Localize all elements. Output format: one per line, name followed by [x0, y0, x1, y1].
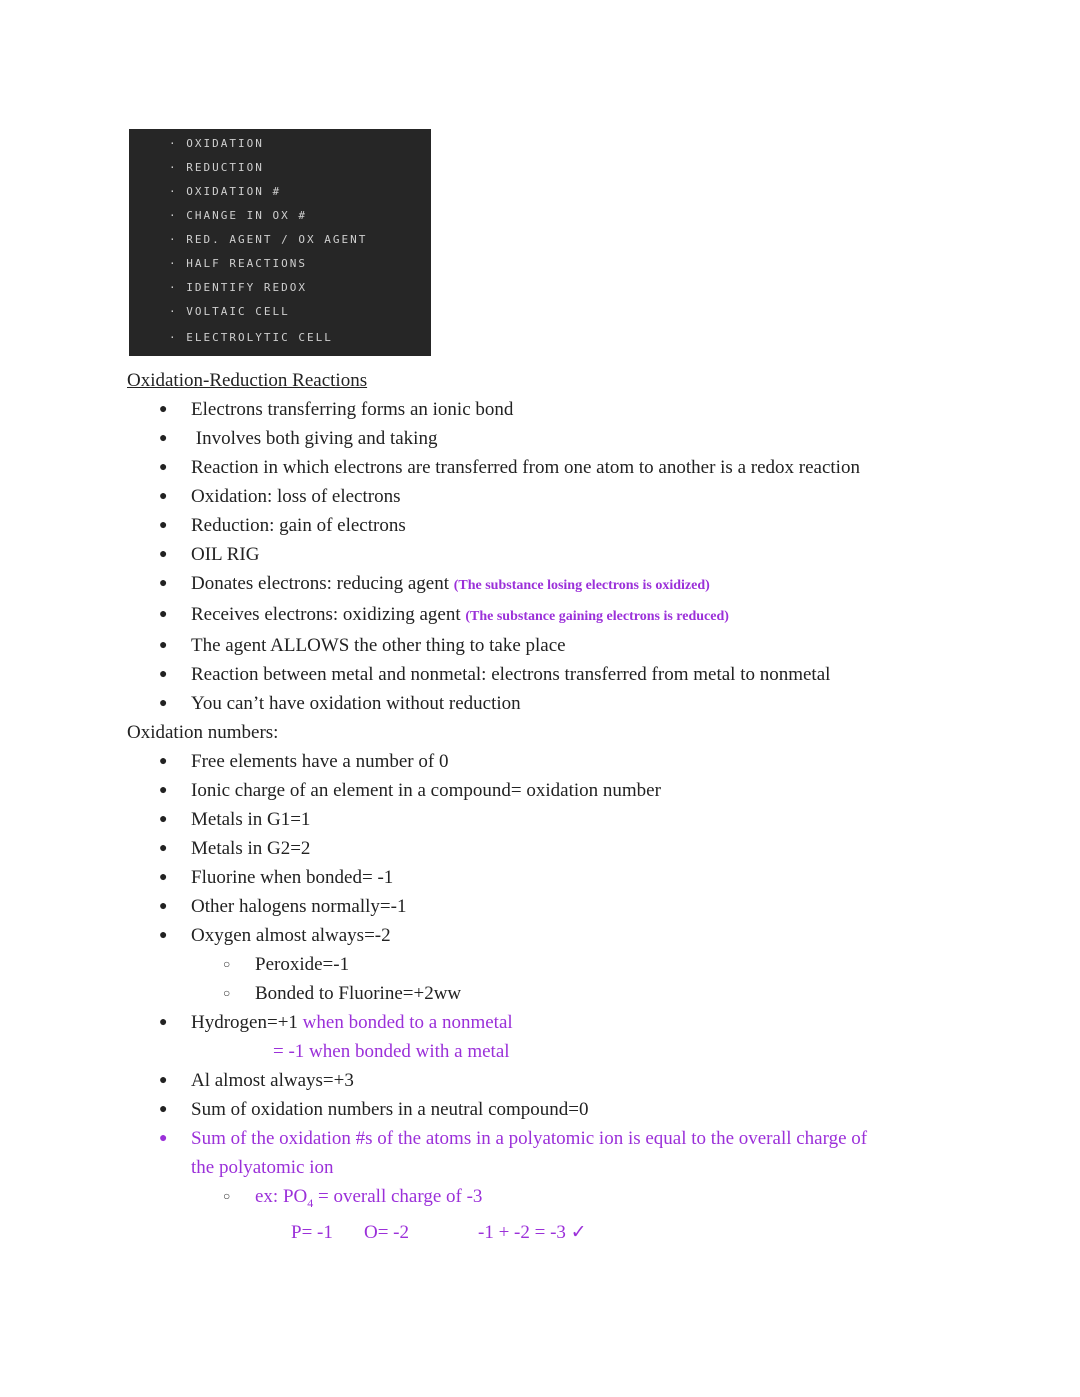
hydrogen-note: when bonded to a nonmetal: [302, 1012, 513, 1033]
calc-p: P= -1: [291, 1221, 333, 1243]
chalkboard-photo: [129, 129, 431, 356]
calc-sum: -1 + -2 = -3 ✓: [478, 1221, 587, 1243]
list-item-polyatomic: ● Sum of the oxidation #s of the atoms in a polyatomic ion is equal to the overall charge of: [127, 1124, 957, 1153]
chalk-line: · IDENTIFY REDOX: [169, 281, 307, 294]
list-item: ● Metals in G1=1: [127, 805, 957, 834]
list-item: ● Metals in G2=2: [127, 834, 957, 863]
list-item: ● Oxygen almost always=-2: [127, 921, 957, 950]
list-item: ● Reaction in which electrons are transferred from one atom to another is a redox reaction: [127, 453, 957, 482]
polyatomic-continuation: the polyatomic ion: [191, 1157, 334, 1178]
list-item: ● Donates electrons: reducing agent (The substance losing electrons is oxidized): [127, 569, 957, 600]
calc-o: O= -2: [364, 1221, 410, 1243]
calculation-row: [127, 1218, 957, 1247]
sub-list-item: ○ Bonded to Fluorine=+2ww: [127, 979, 957, 1008]
subscript: 4: [307, 1195, 314, 1210]
chalk-line: · VOLTAIC CELL: [169, 305, 290, 318]
list-item: ● Sum of oxidation numbers in a neutral compound=0: [127, 1095, 957, 1124]
chalk-line: · OXIDATION: [169, 137, 264, 150]
list-item-hydrogen: ● Hydrogen=+1 when bonded to a nonmetal: [127, 1008, 957, 1037]
list-item: ● OIL RIG: [127, 540, 957, 569]
list-item: ● Fluorine when bonded= -1: [127, 863, 957, 892]
example-item: ○ ex: $PO_4$ = overall charge of -3: [127, 1182, 957, 1218]
list-item: ● Oxidation: loss of electrons: [127, 482, 957, 511]
chalk-line: · HALF REACTIONS: [169, 257, 307, 270]
list-item: ● Al almost always=+3: [127, 1066, 957, 1095]
notes-document: [127, 366, 957, 1247]
sub-list-item: ○ Peroxide=-1: [127, 950, 957, 979]
note: (The substance gaining electrons is reduced): [465, 609, 729, 624]
list-item: ● The agent ALLOWS the other thing to take place: [127, 631, 957, 660]
list-item: ● Involves both giving and taking: [127, 424, 957, 453]
note: (The substance losing electrons is oxidized): [453, 578, 710, 593]
section-title-redox: Oxidation-Reduction Reactions: [127, 370, 368, 391]
list-item: ● Reduction: gain of electrons: [127, 511, 957, 540]
list-item: ● You can’t have oxidation without reduction: [127, 689, 957, 718]
list-item: ● Electrons transferring forms an ionic bond: [127, 395, 957, 424]
hydrogen-continuation: = -1 when bonded with a metal: [273, 1041, 510, 1062]
chalk-line: · ELECTROLYTIC CELL: [169, 331, 333, 344]
list-item: ● Reaction between metal and nonmetal: electrons transferred from metal to nonmetal: [127, 660, 957, 689]
section-title-oxidation-numbers: Oxidation numbers:: [127, 722, 279, 743]
list-item: ● Free elements have a number of 0: [127, 747, 957, 776]
chalk-line: · OXIDATION #: [169, 185, 281, 198]
list-item: ● Receives electrons: oxidizing agent (The substance gaining electrons is reduced): [127, 600, 957, 631]
list-item: ● Ionic charge of an element in a compound= oxidation number: [127, 776, 957, 805]
chalk-line: · REDUCTION: [169, 161, 264, 174]
list-item: ● Other halogens normally=-1: [127, 892, 957, 921]
chalk-line: · RED. AGENT / OX AGENT: [169, 233, 367, 246]
chalk-line: · CHANGE IN OX #: [169, 209, 307, 222]
